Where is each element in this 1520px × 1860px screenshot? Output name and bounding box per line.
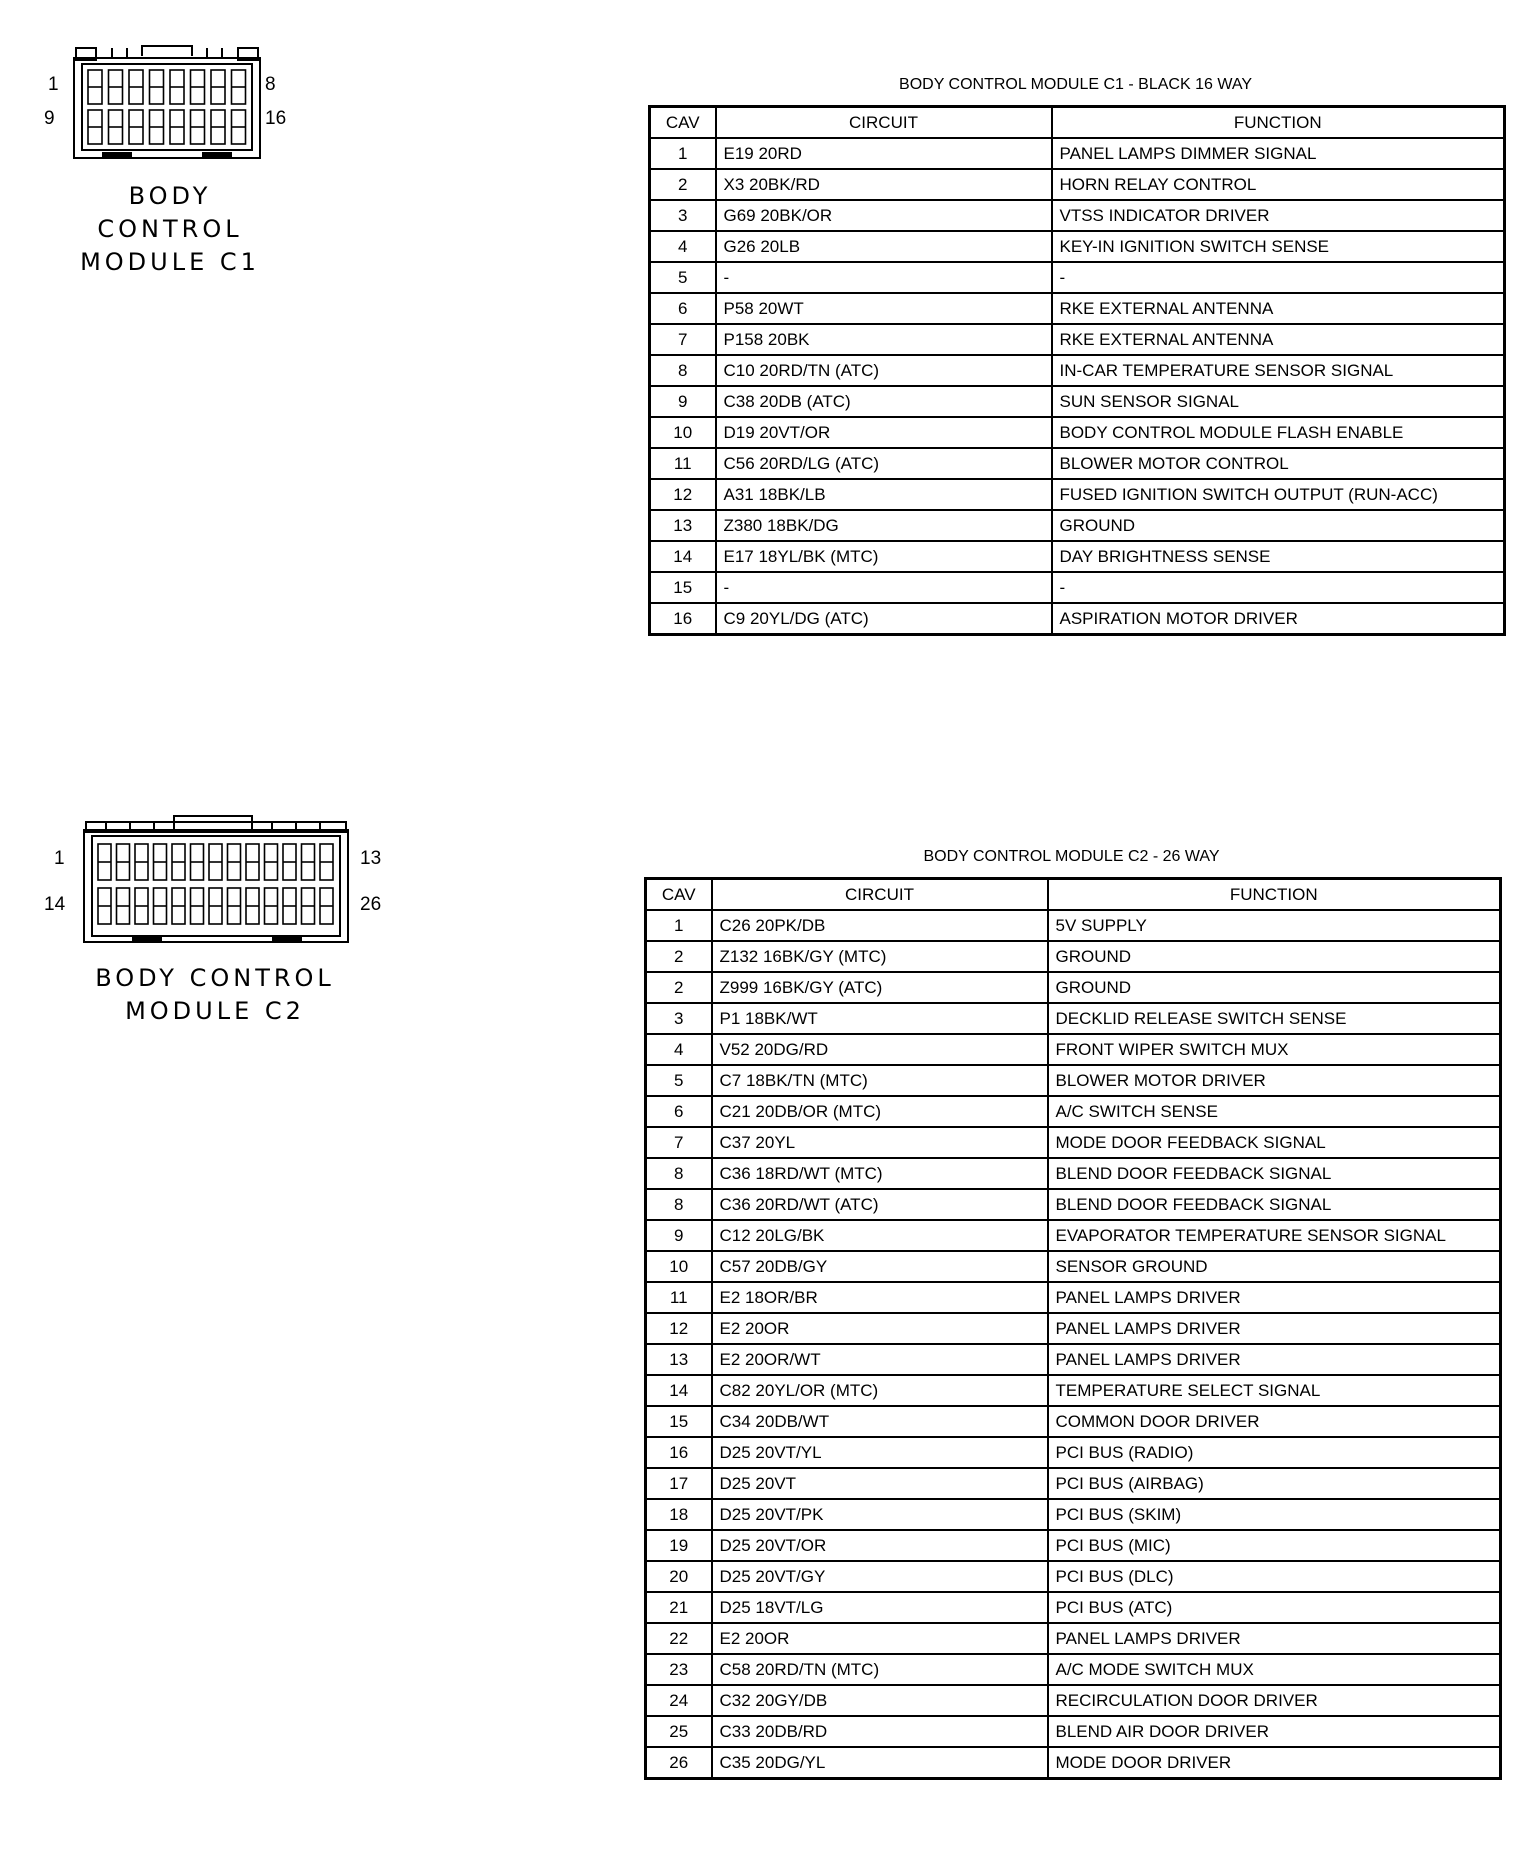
- table-row: [646, 1623, 1501, 1654]
- circuit-cell: C21 20DB/OR (MTC): [712, 1096, 1048, 1127]
- circuit-cell: D25 18VT/LG: [712, 1592, 1048, 1623]
- c2-caption-line: BODY CONTROL: [95, 964, 335, 992]
- table-row: [646, 1189, 1501, 1220]
- cav-cell: 14: [650, 541, 716, 572]
- cav-cell: 20: [646, 1561, 712, 1592]
- table-c1-header-row: [650, 107, 1505, 139]
- circuit-cell: D25 20VT/PK: [712, 1499, 1048, 1530]
- cav-cell: 18: [646, 1499, 712, 1530]
- cav-cell: 9: [646, 1220, 712, 1251]
- circuit-cell: C7 18BK/TN (MTC): [712, 1065, 1048, 1096]
- circuit-cell: C35 20DG/YL: [712, 1747, 1048, 1779]
- circuit-cell: C34 20DB/WT: [712, 1406, 1048, 1437]
- circuit-cell: C36 20RD/WT (ATC): [712, 1189, 1048, 1220]
- cav-cell: 22: [646, 1623, 712, 1654]
- table-row: [650, 448, 1505, 479]
- cav-cell: 16: [646, 1437, 712, 1468]
- cav-cell: 14: [646, 1375, 712, 1406]
- table-row: [650, 541, 1505, 572]
- circuit-cell: A31 18BK/LB: [716, 479, 1052, 510]
- circuit-cell: D25 20VT/OR: [712, 1530, 1048, 1561]
- header-cav: CAV: [650, 107, 716, 139]
- function-cell: TEMPERATURE SELECT SIGNAL: [1048, 1375, 1501, 1406]
- cav-cell: 26: [646, 1747, 712, 1779]
- function-cell: DAY BRIGHTNESS SENSE: [1052, 541, 1505, 572]
- circuit-cell: E19 20RD: [716, 138, 1052, 169]
- table-row: [650, 169, 1505, 200]
- table-row: [650, 572, 1505, 603]
- cav-cell: 8: [646, 1189, 712, 1220]
- function-cell: GROUND: [1052, 510, 1505, 541]
- table-c2: [644, 877, 1502, 1780]
- connector-c2-drawing: [82, 808, 352, 948]
- function-cell: KEY-IN IGNITION SWITCH SENSE: [1052, 231, 1505, 262]
- function-cell: A/C MODE SWITCH MUX: [1048, 1654, 1501, 1685]
- table-row: [650, 510, 1505, 541]
- cav-cell: 24: [646, 1685, 712, 1716]
- table-row: [646, 1375, 1501, 1406]
- function-cell: -: [1052, 262, 1505, 293]
- c2-pin-label-13: 13: [360, 848, 382, 869]
- table-row: [650, 324, 1505, 355]
- circuit-cell: C56 20RD/LG (ATC): [716, 448, 1052, 479]
- circuit-cell: -: [716, 572, 1052, 603]
- function-cell: SUN SENSOR SIGNAL: [1052, 386, 1505, 417]
- function-cell: FUSED IGNITION SWITCH OUTPUT (RUN-ACC): [1052, 479, 1505, 510]
- connector-c1-drawing: [72, 40, 262, 165]
- table-row: [650, 386, 1505, 417]
- function-cell: PCI BUS (MIC): [1048, 1530, 1501, 1561]
- table-row: [646, 1406, 1501, 1437]
- circuit-cell: Z132 16BK/GY (MTC): [712, 941, 1048, 972]
- cav-cell: 2: [646, 941, 712, 972]
- cav-cell: 1: [646, 910, 712, 941]
- table-row: [646, 1282, 1501, 1313]
- function-cell: PANEL LAMPS DRIVER: [1048, 1282, 1501, 1313]
- function-cell: BLEND DOOR FEEDBACK SIGNAL: [1048, 1158, 1501, 1189]
- table-row: [646, 1127, 1501, 1158]
- table-row: [646, 910, 1501, 941]
- circuit-cell: Z380 18BK/DG: [716, 510, 1052, 541]
- c2-caption-line: MODULE C2: [125, 997, 305, 1025]
- cav-cell: 19: [646, 1530, 712, 1561]
- table-row: [646, 941, 1501, 972]
- table-row: [646, 1158, 1501, 1189]
- function-cell: COMMON DOOR DRIVER: [1048, 1406, 1501, 1437]
- table-row: [646, 1220, 1501, 1251]
- cav-cell: 23: [646, 1654, 712, 1685]
- function-cell: BODY CONTROL MODULE FLASH ENABLE: [1052, 417, 1505, 448]
- cav-cell: 2: [650, 169, 716, 200]
- table-row: [646, 1313, 1501, 1344]
- function-cell: BLOWER MOTOR DRIVER: [1048, 1065, 1501, 1096]
- circuit-cell: D25 20VT/YL: [712, 1437, 1048, 1468]
- circuit-cell: -: [716, 262, 1052, 293]
- cav-cell: 12: [646, 1313, 712, 1344]
- function-cell: 5V SUPPLY: [1048, 910, 1501, 941]
- c1-pin-label-16: 16: [265, 108, 287, 129]
- header-function: FUNCTION: [1048, 879, 1501, 911]
- table-row: [646, 1561, 1501, 1592]
- cav-cell: 10: [646, 1251, 712, 1282]
- circuit-cell: E2 20OR: [712, 1313, 1048, 1344]
- function-cell: HORN RELAY CONTROL: [1052, 169, 1505, 200]
- table-row: [650, 293, 1505, 324]
- function-cell: BLEND DOOR FEEDBACK SIGNAL: [1048, 1189, 1501, 1220]
- function-cell: PCI BUS (AIRBAG): [1048, 1468, 1501, 1499]
- cav-cell: 10: [650, 417, 716, 448]
- cav-cell: 8: [646, 1158, 712, 1189]
- circuit-cell: E2 20OR/WT: [712, 1344, 1048, 1375]
- cav-cell: 5: [646, 1065, 712, 1096]
- cav-cell: 6: [650, 293, 716, 324]
- table-row: [646, 1685, 1501, 1716]
- cav-cell: 6: [646, 1096, 712, 1127]
- circuit-cell: D25 20VT/GY: [712, 1561, 1048, 1592]
- table-row: [650, 417, 1505, 448]
- cav-cell: 12: [650, 479, 716, 510]
- circuit-cell: C36 18RD/WT (MTC): [712, 1158, 1048, 1189]
- c1-caption-line: CONTROL: [97, 215, 243, 243]
- header-circuit: CIRCUIT: [716, 107, 1052, 139]
- function-cell: MODE DOOR DRIVER: [1048, 1747, 1501, 1779]
- circuit-cell: C26 20PK/DB: [712, 910, 1048, 941]
- function-cell: PANEL LAMPS DRIVER: [1048, 1313, 1501, 1344]
- cav-cell: 25: [646, 1716, 712, 1747]
- table-row: [646, 1468, 1501, 1499]
- function-cell: BLEND AIR DOOR DRIVER: [1048, 1716, 1501, 1747]
- table-row: [646, 1034, 1501, 1065]
- circuit-cell: C9 20YL/DG (ATC): [716, 603, 1052, 635]
- table-row: [650, 479, 1505, 510]
- circuit-cell: D19 20VT/OR: [716, 417, 1052, 448]
- circuit-cell: P58 20WT: [716, 293, 1052, 324]
- table-row: [646, 1499, 1501, 1530]
- table-row: [646, 972, 1501, 1003]
- function-cell: PCI BUS (SKIM): [1048, 1499, 1501, 1530]
- function-cell: GROUND: [1048, 941, 1501, 972]
- function-cell: PANEL LAMPS DRIVER: [1048, 1344, 1501, 1375]
- table-row: [646, 1344, 1501, 1375]
- function-cell: -: [1052, 572, 1505, 603]
- circuit-cell: C38 20DB (ATC): [716, 386, 1052, 417]
- cav-cell: 21: [646, 1592, 712, 1623]
- cav-cell: 15: [646, 1406, 712, 1437]
- circuit-cell: C33 20DB/RD: [712, 1716, 1048, 1747]
- table-row: [646, 1654, 1501, 1685]
- function-cell: FRONT WIPER SWITCH MUX: [1048, 1034, 1501, 1065]
- cav-cell: 4: [646, 1034, 712, 1065]
- cav-cell: 11: [646, 1282, 712, 1313]
- table-row: [646, 1592, 1501, 1623]
- circuit-cell: C82 20YL/OR (MTC): [712, 1375, 1048, 1406]
- circuit-cell: E2 20OR: [712, 1623, 1048, 1654]
- c2-pin-label-14: 14: [44, 894, 66, 915]
- circuit-cell: C10 20RD/TN (ATC): [716, 355, 1052, 386]
- function-cell: VTSS INDICATOR DRIVER: [1052, 200, 1505, 231]
- circuit-cell: G69 20BK/OR: [716, 200, 1052, 231]
- header-function: FUNCTION: [1052, 107, 1505, 139]
- table-row: [646, 1251, 1501, 1282]
- circuit-cell: E2 18OR/BR: [712, 1282, 1048, 1313]
- table-c2-header-row: [646, 879, 1501, 911]
- cav-cell: 2: [646, 972, 712, 1003]
- function-cell: SENSOR GROUND: [1048, 1251, 1501, 1282]
- cav-cell: 11: [650, 448, 716, 479]
- c1-caption-line: MODULE C1: [80, 248, 260, 276]
- function-cell: BLOWER MOTOR CONTROL: [1052, 448, 1505, 479]
- function-cell: PCI BUS (ATC): [1048, 1592, 1501, 1623]
- cav-cell: 5: [650, 262, 716, 293]
- cav-cell: 9: [650, 386, 716, 417]
- c1-pin-label-9: 9: [44, 108, 55, 129]
- circuit-cell: C37 20YL: [712, 1127, 1048, 1158]
- function-cell: DECKLID RELEASE SWITCH SENSE: [1048, 1003, 1501, 1034]
- cav-cell: 13: [650, 510, 716, 541]
- table-row: [650, 355, 1505, 386]
- cav-cell: 8: [650, 355, 716, 386]
- table-row: [646, 1065, 1501, 1096]
- cav-cell: 3: [646, 1003, 712, 1034]
- cav-cell: 7: [650, 324, 716, 355]
- circuit-cell: C57 20DB/GY: [712, 1251, 1048, 1282]
- function-cell: ASPIRATION MOTOR DRIVER: [1052, 603, 1505, 635]
- c1-caption-line: BODY: [128, 182, 212, 210]
- function-cell: PCI BUS (DLC): [1048, 1561, 1501, 1592]
- table-row: [650, 603, 1505, 635]
- circuit-cell: X3 20BK/RD: [716, 169, 1052, 200]
- table-row: [650, 262, 1505, 293]
- table-row: [646, 1437, 1501, 1468]
- table-c1: [648, 105, 1506, 636]
- circuit-cell: V52 20DG/RD: [712, 1034, 1048, 1065]
- function-cell: PCI BUS (RADIO): [1048, 1437, 1501, 1468]
- connector-c1-caption: [60, 180, 280, 279]
- table-row: [646, 1096, 1501, 1127]
- cav-cell: 16: [650, 603, 716, 635]
- function-cell: GROUND: [1048, 972, 1501, 1003]
- function-cell: RECIRCULATION DOOR DRIVER: [1048, 1685, 1501, 1716]
- circuit-cell: D25 20VT: [712, 1468, 1048, 1499]
- table-row: [650, 231, 1505, 262]
- c1-pin-label-8: 8: [265, 74, 276, 95]
- cav-cell: 13: [646, 1344, 712, 1375]
- function-cell: A/C SWITCH SENSE: [1048, 1096, 1501, 1127]
- circuit-cell: C12 20LG/BK: [712, 1220, 1048, 1251]
- function-cell: IN-CAR TEMPERATURE SENSOR SIGNAL: [1052, 355, 1505, 386]
- header-cav: CAV: [646, 879, 712, 911]
- circuit-cell: C58 20RD/TN (MTC): [712, 1654, 1048, 1685]
- cav-cell: 15: [650, 572, 716, 603]
- cav-cell: 3: [650, 200, 716, 231]
- circuit-cell: P1 18BK/WT: [712, 1003, 1048, 1034]
- table-c1-title: BODY CONTROL MODULE C1 - BLACK 16 WAY: [899, 76, 1252, 93]
- circuit-cell: Z999 16BK/GY (ATC): [712, 972, 1048, 1003]
- table-c2-title: BODY CONTROL MODULE C2 - 26 WAY: [923, 848, 1220, 865]
- function-cell: RKE EXTERNAL ANTENNA: [1052, 324, 1505, 355]
- cav-cell: 7: [646, 1127, 712, 1158]
- table-row: [650, 200, 1505, 231]
- function-cell: PANEL LAMPS DRIVER: [1048, 1623, 1501, 1654]
- table-row: [646, 1747, 1501, 1779]
- header-circuit: CIRCUIT: [712, 879, 1048, 911]
- function-cell: EVAPORATOR TEMPERATURE SENSOR SIGNAL: [1048, 1220, 1501, 1251]
- table-row: [646, 1530, 1501, 1561]
- connector-c2-caption: [90, 962, 340, 1028]
- circuit-cell: P158 20BK: [716, 324, 1052, 355]
- c1-pin-label-1: 1: [48, 74, 59, 95]
- function-cell: MODE DOOR FEEDBACK SIGNAL: [1048, 1127, 1501, 1158]
- c2-pin-label-1: 1: [54, 848, 65, 869]
- circuit-cell: C32 20GY/DB: [712, 1685, 1048, 1716]
- table-row: [650, 138, 1505, 169]
- circuit-cell: E17 18YL/BK (MTC): [716, 541, 1052, 572]
- table-row: [646, 1003, 1501, 1034]
- cav-cell: 1: [650, 138, 716, 169]
- function-cell: PANEL LAMPS DIMMER SIGNAL: [1052, 138, 1505, 169]
- function-cell: RKE EXTERNAL ANTENNA: [1052, 293, 1505, 324]
- circuit-cell: G26 20LB: [716, 231, 1052, 262]
- cav-cell: 17: [646, 1468, 712, 1499]
- c2-pin-label-26: 26: [360, 894, 382, 915]
- table-row: [646, 1716, 1501, 1747]
- cav-cell: 4: [650, 231, 716, 262]
